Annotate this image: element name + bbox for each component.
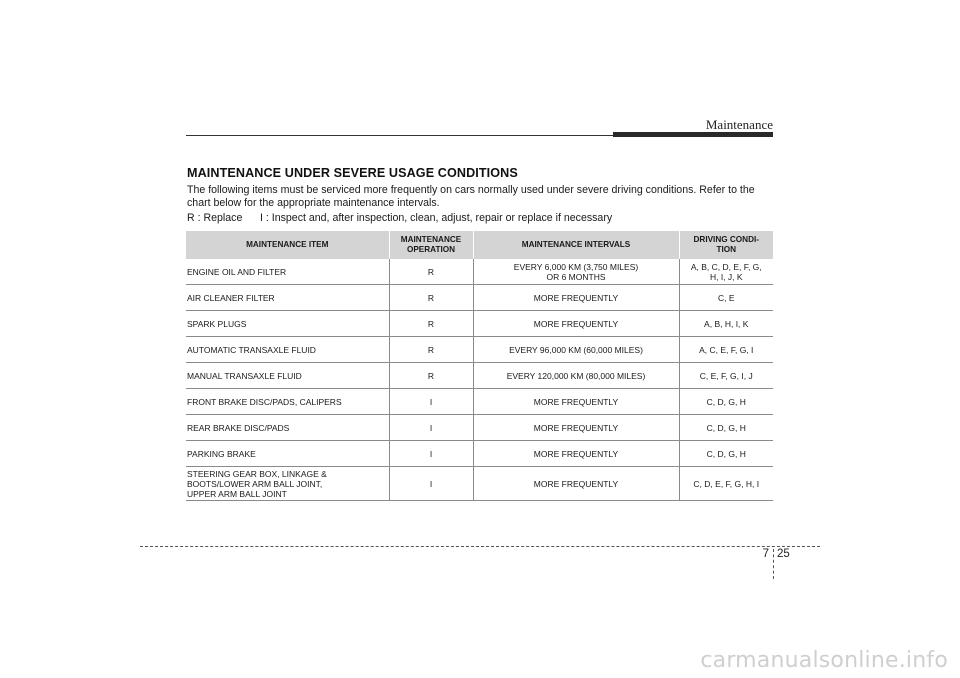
table-row: [186, 337, 773, 363]
cell-operation: R: [389, 363, 473, 389]
table-row: [186, 311, 773, 337]
header-maintenance-item: MAINTENANCE ITEM: [186, 231, 389, 259]
header-maintenance-intervals: MAINTENANCE INTERVALS: [473, 231, 679, 259]
footer-dashed-rule: [140, 546, 820, 547]
cell-interval: MORE FREQUENTLY: [473, 467, 679, 501]
cell-item: MANUAL TRANSAXLE FLUID: [186, 363, 389, 389]
cell-item: FRONT BRAKE DISC/PADS, CALIPERS: [186, 389, 389, 415]
cell-conditions: C, D, G, H: [679, 389, 773, 415]
table-row: [186, 363, 773, 389]
cell-conditions: C, D, G, H: [679, 415, 773, 441]
cell-operation: R: [389, 285, 473, 311]
header-driving-condition: DRIVING CONDI- TION: [679, 231, 773, 259]
cell-interval: MORE FREQUENTLY: [473, 389, 679, 415]
chapter-number: 7: [762, 548, 769, 560]
cell-conditions: A, C, E, F, G, I: [679, 337, 773, 363]
section-heading: MAINTENANCE UNDER SEVERE USAGE CONDITIONS: [187, 166, 518, 180]
cell-interval: EVERY 120,000 KM (80,000 MILES): [473, 363, 679, 389]
cell-conditions: C, D, E, F, G, H, I: [679, 467, 773, 501]
table-row: [186, 441, 773, 467]
cell-item: AUTOMATIC TRANSAXLE FLUID: [186, 337, 389, 363]
cell-item: PARKING BRAKE: [186, 441, 389, 467]
cell-item: STEERING GEAR BOX, LINKAGE & BOOTS/LOWER ARM BALL JOINT, UPPER ARM BALL JOINT: [186, 467, 389, 501]
cell-conditions: A, B, C, D, E, F, G, H, I, J, K: [679, 259, 773, 285]
cell-operation: I: [389, 389, 473, 415]
cell-conditions: C, D, G, H: [679, 441, 773, 467]
header-maintenance-operation: MAINTENANCE OPERATION: [389, 231, 473, 259]
cell-operation: I: [389, 441, 473, 467]
cell-operation: R: [389, 337, 473, 363]
table-row: [186, 467, 773, 501]
table-header-row: [186, 231, 773, 259]
cell-interval: MORE FREQUENTLY: [473, 285, 679, 311]
cell-conditions: A, B, H, I, K: [679, 311, 773, 337]
table-row: [186, 415, 773, 441]
cell-interval: MORE FREQUENTLY: [473, 415, 679, 441]
cell-interval: MORE FREQUENTLY: [473, 311, 679, 337]
cell-operation: I: [389, 415, 473, 441]
cell-item: AIR CLEANER FILTER: [186, 285, 389, 311]
cell-interval: EVERY 96,000 KM (60,000 MILES): [473, 337, 679, 363]
cell-interval: EVERY 6,000 KM (3,750 MILES) OR 6 MONTHS: [473, 259, 679, 285]
intro-paragraph: The following items must be serviced more frequently on cars normally used under severe driving conditions. Refer to the chart below for the appropriate maintenance intervals.: [187, 184, 755, 209]
cell-interval: MORE FREQUENTLY: [473, 441, 679, 467]
maintenance-table: [186, 231, 773, 501]
cell-item: ENGINE OIL AND FILTER: [186, 259, 389, 285]
header-accent-bar: [613, 132, 773, 137]
cell-operation: R: [389, 311, 473, 337]
table-row: [186, 259, 773, 285]
cell-conditions: C, E: [679, 285, 773, 311]
cell-operation: I: [389, 467, 473, 501]
table-row: [186, 389, 773, 415]
page-number-separator: [773, 549, 774, 579]
watermark-text: carmanualsonline.info: [700, 648, 948, 673]
legend-text: R : Replace I : Inspect and, after inspection, clean, adjust, repair or replace if necessary: [187, 212, 613, 224]
page-number: 25: [777, 548, 790, 560]
cell-item: REAR BRAKE DISC/PADS: [186, 415, 389, 441]
cell-item: SPARK PLUGS: [186, 311, 389, 337]
cell-conditions: C, E, F, G, I, J: [679, 363, 773, 389]
page-header-title: Maintenance: [705, 117, 773, 132]
table-row: [186, 285, 773, 311]
header-rule: [186, 135, 613, 136]
cell-operation: R: [389, 259, 473, 285]
